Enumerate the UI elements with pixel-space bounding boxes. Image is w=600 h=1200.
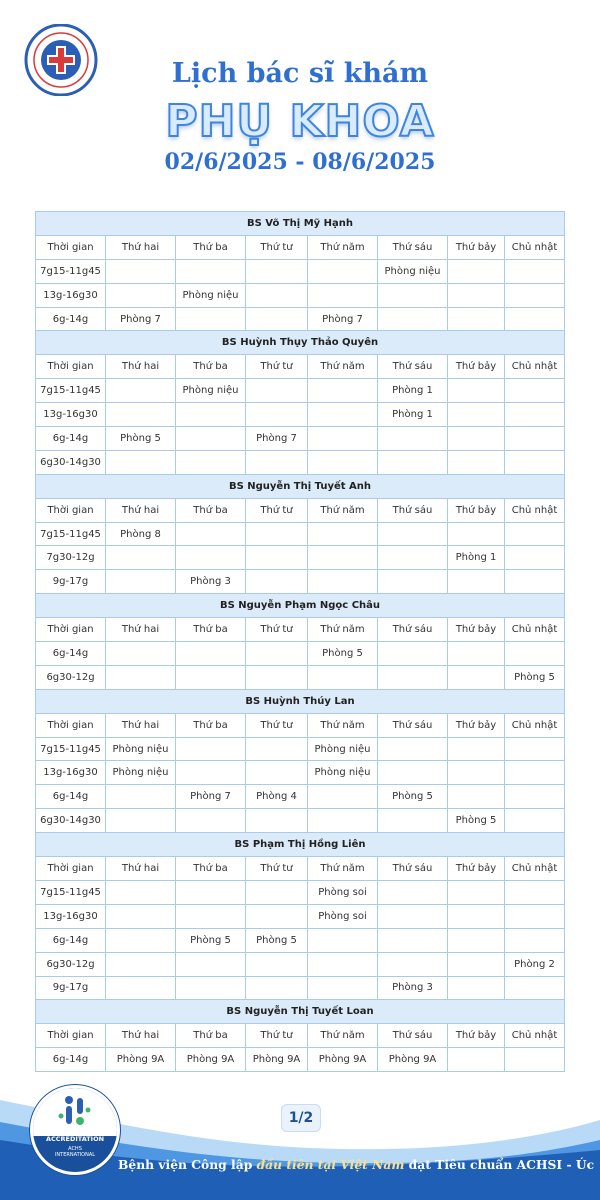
- column-header-time: Thời gian: [36, 498, 106, 522]
- room-cell: [505, 928, 565, 952]
- room-cell: [176, 307, 246, 331]
- time-slot-cell: 6g-14g: [36, 427, 106, 451]
- schedule-row: [36, 522, 565, 546]
- column-header-day: Chủ nhật: [505, 1024, 565, 1048]
- column-header-day: Thứ sáu: [378, 355, 448, 379]
- room-cell: Phòng niệu: [106, 737, 176, 761]
- room-cell: [448, 283, 505, 307]
- time-slot-cell: 6g-14g: [36, 785, 106, 809]
- room-cell: [176, 904, 246, 928]
- room-cell: Phòng 3: [378, 976, 448, 1000]
- room-cell: [448, 1048, 505, 1072]
- room-cell: [448, 522, 505, 546]
- room-cell: [505, 546, 565, 570]
- column-header-day: Thứ năm: [308, 618, 378, 642]
- room-cell: [505, 283, 565, 307]
- doctor-name: BS Nguyễn Phạm Ngọc Châu: [36, 594, 565, 618]
- column-header-time: Thời gian: [36, 618, 106, 642]
- page-title-specialty: PHỤ KHOA: [165, 96, 435, 147]
- room-cell: [378, 450, 448, 474]
- schedule-row: [36, 427, 565, 451]
- time-slot-cell: 13g-16g30: [36, 283, 106, 307]
- room-cell: [246, 570, 308, 594]
- doctor-name: BS Huỳnh Thụy Thảo Quyên: [36, 331, 565, 355]
- column-header-day: Chủ nhật: [505, 498, 565, 522]
- room-cell: [378, 283, 448, 307]
- column-header-row: [36, 235, 565, 259]
- room-cell: Phòng 1: [378, 379, 448, 403]
- room-cell: [308, 379, 378, 403]
- column-header-row: [36, 618, 565, 642]
- column-header-day: Thứ tư: [246, 713, 308, 737]
- footer-slogan: [118, 1157, 595, 1172]
- room-cell: Phòng niệu: [106, 761, 176, 785]
- room-cell: [505, 259, 565, 283]
- room-cell: [378, 570, 448, 594]
- schedule-row: [36, 259, 565, 283]
- room-cell: [378, 642, 448, 666]
- room-cell: [505, 450, 565, 474]
- room-cell: [448, 665, 505, 689]
- room-cell: Phòng 5: [505, 665, 565, 689]
- room-cell: Phòng soi: [308, 880, 378, 904]
- column-header-day: Thứ sáu: [378, 498, 448, 522]
- room-cell: Phòng 7: [106, 307, 176, 331]
- schedule-row: [36, 642, 565, 666]
- room-cell: Phòng 5: [448, 809, 505, 833]
- badge-achs: ACHS: [68, 1146, 82, 1152]
- time-slot-cell: 6g30-14g30: [36, 450, 106, 474]
- room-cell: [246, 259, 308, 283]
- room-cell: [106, 379, 176, 403]
- room-cell: [505, 761, 565, 785]
- schedule-row: [36, 379, 565, 403]
- schedule-row: [36, 283, 565, 307]
- room-cell: Phòng 2: [505, 952, 565, 976]
- room-cell: [505, 785, 565, 809]
- column-header-day: Thứ sáu: [378, 857, 448, 881]
- column-header-time: Thời gian: [36, 713, 106, 737]
- doctor-name: BS Võ Thị Mỹ Hạnh: [36, 212, 565, 236]
- page-indicator[interactable]: 1/2: [281, 1104, 321, 1132]
- room-cell: [176, 450, 246, 474]
- room-cell: [176, 737, 246, 761]
- room-cell: [308, 570, 378, 594]
- room-cell: [308, 976, 378, 1000]
- room-cell: [106, 570, 176, 594]
- room-cell: Phòng 9A: [106, 1048, 176, 1072]
- footer-part3: đạt Tiêu chuẩn ACHSI - Úc: [404, 1157, 595, 1172]
- schedule-row: [36, 952, 565, 976]
- time-slot-cell: 13g-16g30: [36, 904, 106, 928]
- room-cell: [106, 976, 176, 1000]
- room-cell: [378, 427, 448, 451]
- column-header-day: Thứ năm: [308, 713, 378, 737]
- column-header-day: Thứ năm: [308, 1024, 378, 1048]
- room-cell: Phòng 5: [176, 928, 246, 952]
- column-header-day: Thứ bảy: [448, 618, 505, 642]
- room-cell: Phòng niệu: [176, 379, 246, 403]
- room-cell: [308, 928, 378, 952]
- room-cell: [106, 665, 176, 689]
- room-cell: [246, 904, 308, 928]
- doctor-header-row: [36, 594, 565, 618]
- room-cell: [448, 785, 505, 809]
- time-slot-cell: 7g15-11g45: [36, 522, 106, 546]
- room-cell: [448, 952, 505, 976]
- time-slot-cell: 7g15-11g45: [36, 379, 106, 403]
- column-header-day: Thứ hai: [106, 713, 176, 737]
- column-header-day: Thứ sáu: [378, 235, 448, 259]
- room-cell: [448, 904, 505, 928]
- room-cell: [106, 785, 176, 809]
- column-header-day: Thứ ba: [176, 498, 246, 522]
- room-cell: [176, 546, 246, 570]
- time-slot-cell: 6g-14g: [36, 307, 106, 331]
- room-cell: [448, 427, 505, 451]
- column-header-day: Thứ bảy: [448, 498, 505, 522]
- room-cell: [246, 450, 308, 474]
- room-cell: [378, 737, 448, 761]
- column-header-day: Chủ nhật: [505, 713, 565, 737]
- room-cell: [308, 785, 378, 809]
- time-slot-cell: 6g30-14g30: [36, 809, 106, 833]
- column-header-day: Thứ bảy: [448, 713, 505, 737]
- schedule-row: [36, 737, 565, 761]
- room-cell: [378, 522, 448, 546]
- room-cell: [505, 307, 565, 331]
- schedule-row: [36, 785, 565, 809]
- column-header-day: Thứ hai: [106, 235, 176, 259]
- room-cell: Phòng niệu: [176, 283, 246, 307]
- room-cell: [448, 403, 505, 427]
- room-cell: Phòng 5: [106, 427, 176, 451]
- room-cell: [246, 403, 308, 427]
- room-cell: [246, 546, 308, 570]
- room-cell: [378, 904, 448, 928]
- room-cell: [106, 928, 176, 952]
- time-slot-cell: 6g-14g: [36, 642, 106, 666]
- column-header-day: Thứ tư: [246, 498, 308, 522]
- column-header-day: Thứ tư: [246, 1024, 308, 1048]
- accreditation-icon: [55, 1092, 95, 1132]
- room-cell: Phòng 8: [106, 522, 176, 546]
- column-header-row: [36, 498, 565, 522]
- room-cell: [448, 379, 505, 403]
- room-cell: [176, 880, 246, 904]
- room-cell: [505, 642, 565, 666]
- room-cell: [378, 809, 448, 833]
- room-cell: [106, 904, 176, 928]
- column-header-day: Thứ ba: [176, 355, 246, 379]
- column-header-row: [36, 857, 565, 881]
- room-cell: [246, 379, 308, 403]
- doctor-header-row: [36, 689, 565, 713]
- room-cell: Phòng 9A: [176, 1048, 246, 1072]
- room-cell: [106, 642, 176, 666]
- column-header-day: Thứ hai: [106, 1024, 176, 1048]
- room-cell: [505, 737, 565, 761]
- column-header-day: Chủ nhật: [505, 235, 565, 259]
- schedule-row: [36, 403, 565, 427]
- room-cell: [505, 809, 565, 833]
- room-cell: [505, 403, 565, 427]
- room-cell: [505, 570, 565, 594]
- room-cell: Phòng 9A: [246, 1048, 308, 1072]
- room-cell: [106, 259, 176, 283]
- time-slot-cell: 7g30-12g: [36, 546, 106, 570]
- time-slot-cell: 9g-17g: [36, 570, 106, 594]
- room-cell: [308, 952, 378, 976]
- schedule-row: [36, 976, 565, 1000]
- column-header-time: Thời gian: [36, 235, 106, 259]
- room-cell: [378, 546, 448, 570]
- room-cell: [505, 880, 565, 904]
- doctor-name: BS Huỳnh Thúy Lan: [36, 689, 565, 713]
- badge-title: ACCREDITATION: [45, 1135, 105, 1143]
- room-cell: [378, 761, 448, 785]
- column-header-day: Thứ sáu: [378, 1024, 448, 1048]
- column-header-row: [36, 355, 565, 379]
- room-cell: [505, 522, 565, 546]
- room-cell: Phòng 4: [246, 785, 308, 809]
- column-header-day: Thứ hai: [106, 857, 176, 881]
- room-cell: Phòng 7: [176, 785, 246, 809]
- room-cell: [176, 809, 246, 833]
- time-slot-cell: 6g-14g: [36, 928, 106, 952]
- room-cell: [448, 450, 505, 474]
- column-header-day: Thứ hai: [106, 355, 176, 379]
- room-cell: [505, 379, 565, 403]
- column-header-day: Chủ nhật: [505, 618, 565, 642]
- room-cell: [378, 307, 448, 331]
- footer-highlight: đầu tiên tại Việt Nam: [256, 1157, 405, 1172]
- column-header-day: Thứ tư: [246, 618, 308, 642]
- room-cell: [106, 546, 176, 570]
- room-cell: Phòng niệu: [378, 259, 448, 283]
- column-header-day: Thứ năm: [308, 235, 378, 259]
- room-cell: [246, 952, 308, 976]
- room-cell: [448, 761, 505, 785]
- room-cell: [106, 283, 176, 307]
- badge-subtitle: [33, 1146, 117, 1158]
- room-cell: [378, 880, 448, 904]
- room-cell: [308, 522, 378, 546]
- room-cell: [176, 642, 246, 666]
- room-cell: [308, 665, 378, 689]
- column-header-day: Thứ bảy: [448, 235, 505, 259]
- time-slot-cell: 6g30-12g: [36, 952, 106, 976]
- column-header-day: Chủ nhật: [505, 355, 565, 379]
- doctor-header-row: [36, 1000, 565, 1024]
- column-header-time: Thời gian: [36, 1024, 106, 1048]
- room-cell: [106, 880, 176, 904]
- room-cell: Phòng 3: [176, 570, 246, 594]
- room-cell: [176, 665, 246, 689]
- schedule-row: [36, 928, 565, 952]
- room-cell: [246, 880, 308, 904]
- room-cell: [448, 737, 505, 761]
- doctor-name: BS Nguyễn Thị Tuyết Anh: [36, 474, 565, 498]
- room-cell: [505, 904, 565, 928]
- room-cell: [448, 976, 505, 1000]
- room-cell: [246, 665, 308, 689]
- room-cell: [176, 761, 246, 785]
- column-header-day: Thứ năm: [308, 355, 378, 379]
- schedule-row: [36, 1048, 565, 1072]
- column-header-day: Thứ năm: [308, 857, 378, 881]
- footer-part1: Bệnh viện Công lập: [118, 1157, 257, 1172]
- column-header-day: Thứ ba: [176, 857, 246, 881]
- room-cell: [106, 450, 176, 474]
- room-cell: [246, 761, 308, 785]
- room-cell: Phòng 5: [246, 928, 308, 952]
- room-cell: Phòng 5: [308, 642, 378, 666]
- room-cell: Phòng 9A: [308, 1048, 378, 1072]
- schedule-row: [36, 307, 565, 331]
- column-header-day: Thứ ba: [176, 713, 246, 737]
- column-header-day: Chủ nhật: [505, 857, 565, 881]
- column-header-day: Thứ bảy: [448, 355, 505, 379]
- room-cell: Phòng 9A: [378, 1048, 448, 1072]
- doctor-header-row: [36, 331, 565, 355]
- room-cell: Phòng 1: [448, 546, 505, 570]
- schedule-row: [36, 450, 565, 474]
- room-cell: [176, 427, 246, 451]
- room-cell: [378, 928, 448, 952]
- doctor-header-row: [36, 474, 565, 498]
- room-cell: [176, 522, 246, 546]
- badge-international: INTERNATIONAL: [54, 1152, 96, 1158]
- room-cell: Phòng 7: [246, 427, 308, 451]
- room-cell: [246, 522, 308, 546]
- time-slot-cell: 7g15-11g45: [36, 259, 106, 283]
- schedule-row: [36, 665, 565, 689]
- column-header-day: Thứ tư: [246, 355, 308, 379]
- room-cell: [308, 809, 378, 833]
- room-cell: [505, 427, 565, 451]
- schedule-row: [36, 809, 565, 833]
- column-header-day: Thứ sáu: [378, 713, 448, 737]
- room-cell: [106, 952, 176, 976]
- room-cell: Phòng 1: [378, 403, 448, 427]
- room-cell: [448, 642, 505, 666]
- accreditation-badge: [30, 1085, 120, 1175]
- room-cell: [448, 307, 505, 331]
- room-cell: [505, 976, 565, 1000]
- column-header-day: Thứ hai: [106, 498, 176, 522]
- room-cell: [176, 259, 246, 283]
- doctor-header-row: [36, 212, 565, 236]
- column-header-day: Thứ ba: [176, 618, 246, 642]
- room-cell: [308, 546, 378, 570]
- column-header-day: Thứ ba: [176, 235, 246, 259]
- column-header-time: Thời gian: [36, 857, 106, 881]
- room-cell: [308, 403, 378, 427]
- room-cell: [176, 952, 246, 976]
- room-cell: [308, 427, 378, 451]
- room-cell: Phòng 7: [308, 307, 378, 331]
- room-cell: [106, 403, 176, 427]
- room-cell: [176, 976, 246, 1000]
- room-cell: Phòng niệu: [308, 761, 378, 785]
- room-cell: [448, 570, 505, 594]
- room-cell: [246, 737, 308, 761]
- page-title-line1: Lịch bác sĩ khám: [171, 58, 429, 89]
- time-slot-cell: 13g-16g30: [36, 761, 106, 785]
- column-header-day: Thứ tư: [246, 857, 308, 881]
- time-slot-cell: 7g15-11g45: [36, 880, 106, 904]
- column-header-day: Thứ tư: [246, 235, 308, 259]
- room-cell: [106, 809, 176, 833]
- column-header-day: Thứ năm: [308, 498, 378, 522]
- time-slot-cell: 9g-17g: [36, 976, 106, 1000]
- room-cell: [246, 307, 308, 331]
- room-cell: Phòng soi: [308, 904, 378, 928]
- room-cell: [176, 403, 246, 427]
- room-cell: [246, 283, 308, 307]
- column-header-day: Thứ sáu: [378, 618, 448, 642]
- room-cell: Phòng 5: [378, 785, 448, 809]
- page-title-date-range: 02/6/2025 - 08/6/2025: [164, 149, 436, 175]
- room-cell: [505, 1048, 565, 1072]
- room-cell: [378, 665, 448, 689]
- column-header-row: [36, 713, 565, 737]
- doctor-name: BS Phạm Thị Hồng Liên: [36, 833, 565, 857]
- schedule-row: [36, 546, 565, 570]
- time-slot-cell: 6g-14g: [36, 1048, 106, 1072]
- room-cell: [378, 952, 448, 976]
- time-slot-cell: 7g15-11g45: [36, 737, 106, 761]
- column-header-row: [36, 1024, 565, 1048]
- time-slot-cell: 6g30-12g: [36, 665, 106, 689]
- schedule-row: [36, 761, 565, 785]
- column-header-time: Thời gian: [36, 355, 106, 379]
- room-cell: [448, 259, 505, 283]
- room-cell: Phòng niệu: [308, 737, 378, 761]
- room-cell: [448, 928, 505, 952]
- column-header-day: Thứ bảy: [448, 1024, 505, 1048]
- column-header-day: Thứ ba: [176, 1024, 246, 1048]
- room-cell: [246, 642, 308, 666]
- doctor-name: BS Nguyễn Thị Tuyết Loan: [36, 1000, 565, 1024]
- column-header-day: Thứ hai: [106, 618, 176, 642]
- room-cell: [308, 259, 378, 283]
- time-slot-cell: 13g-16g30: [36, 403, 106, 427]
- room-cell: [246, 809, 308, 833]
- schedule-row: [36, 904, 565, 928]
- room-cell: [308, 450, 378, 474]
- schedule-row: [36, 570, 565, 594]
- room-cell: [246, 976, 308, 1000]
- doctor-header-row: [36, 833, 565, 857]
- room-cell: [448, 880, 505, 904]
- schedule-table: [35, 211, 565, 1072]
- schedule-row: [36, 880, 565, 904]
- column-header-day: Thứ bảy: [448, 857, 505, 881]
- room-cell: [308, 283, 378, 307]
